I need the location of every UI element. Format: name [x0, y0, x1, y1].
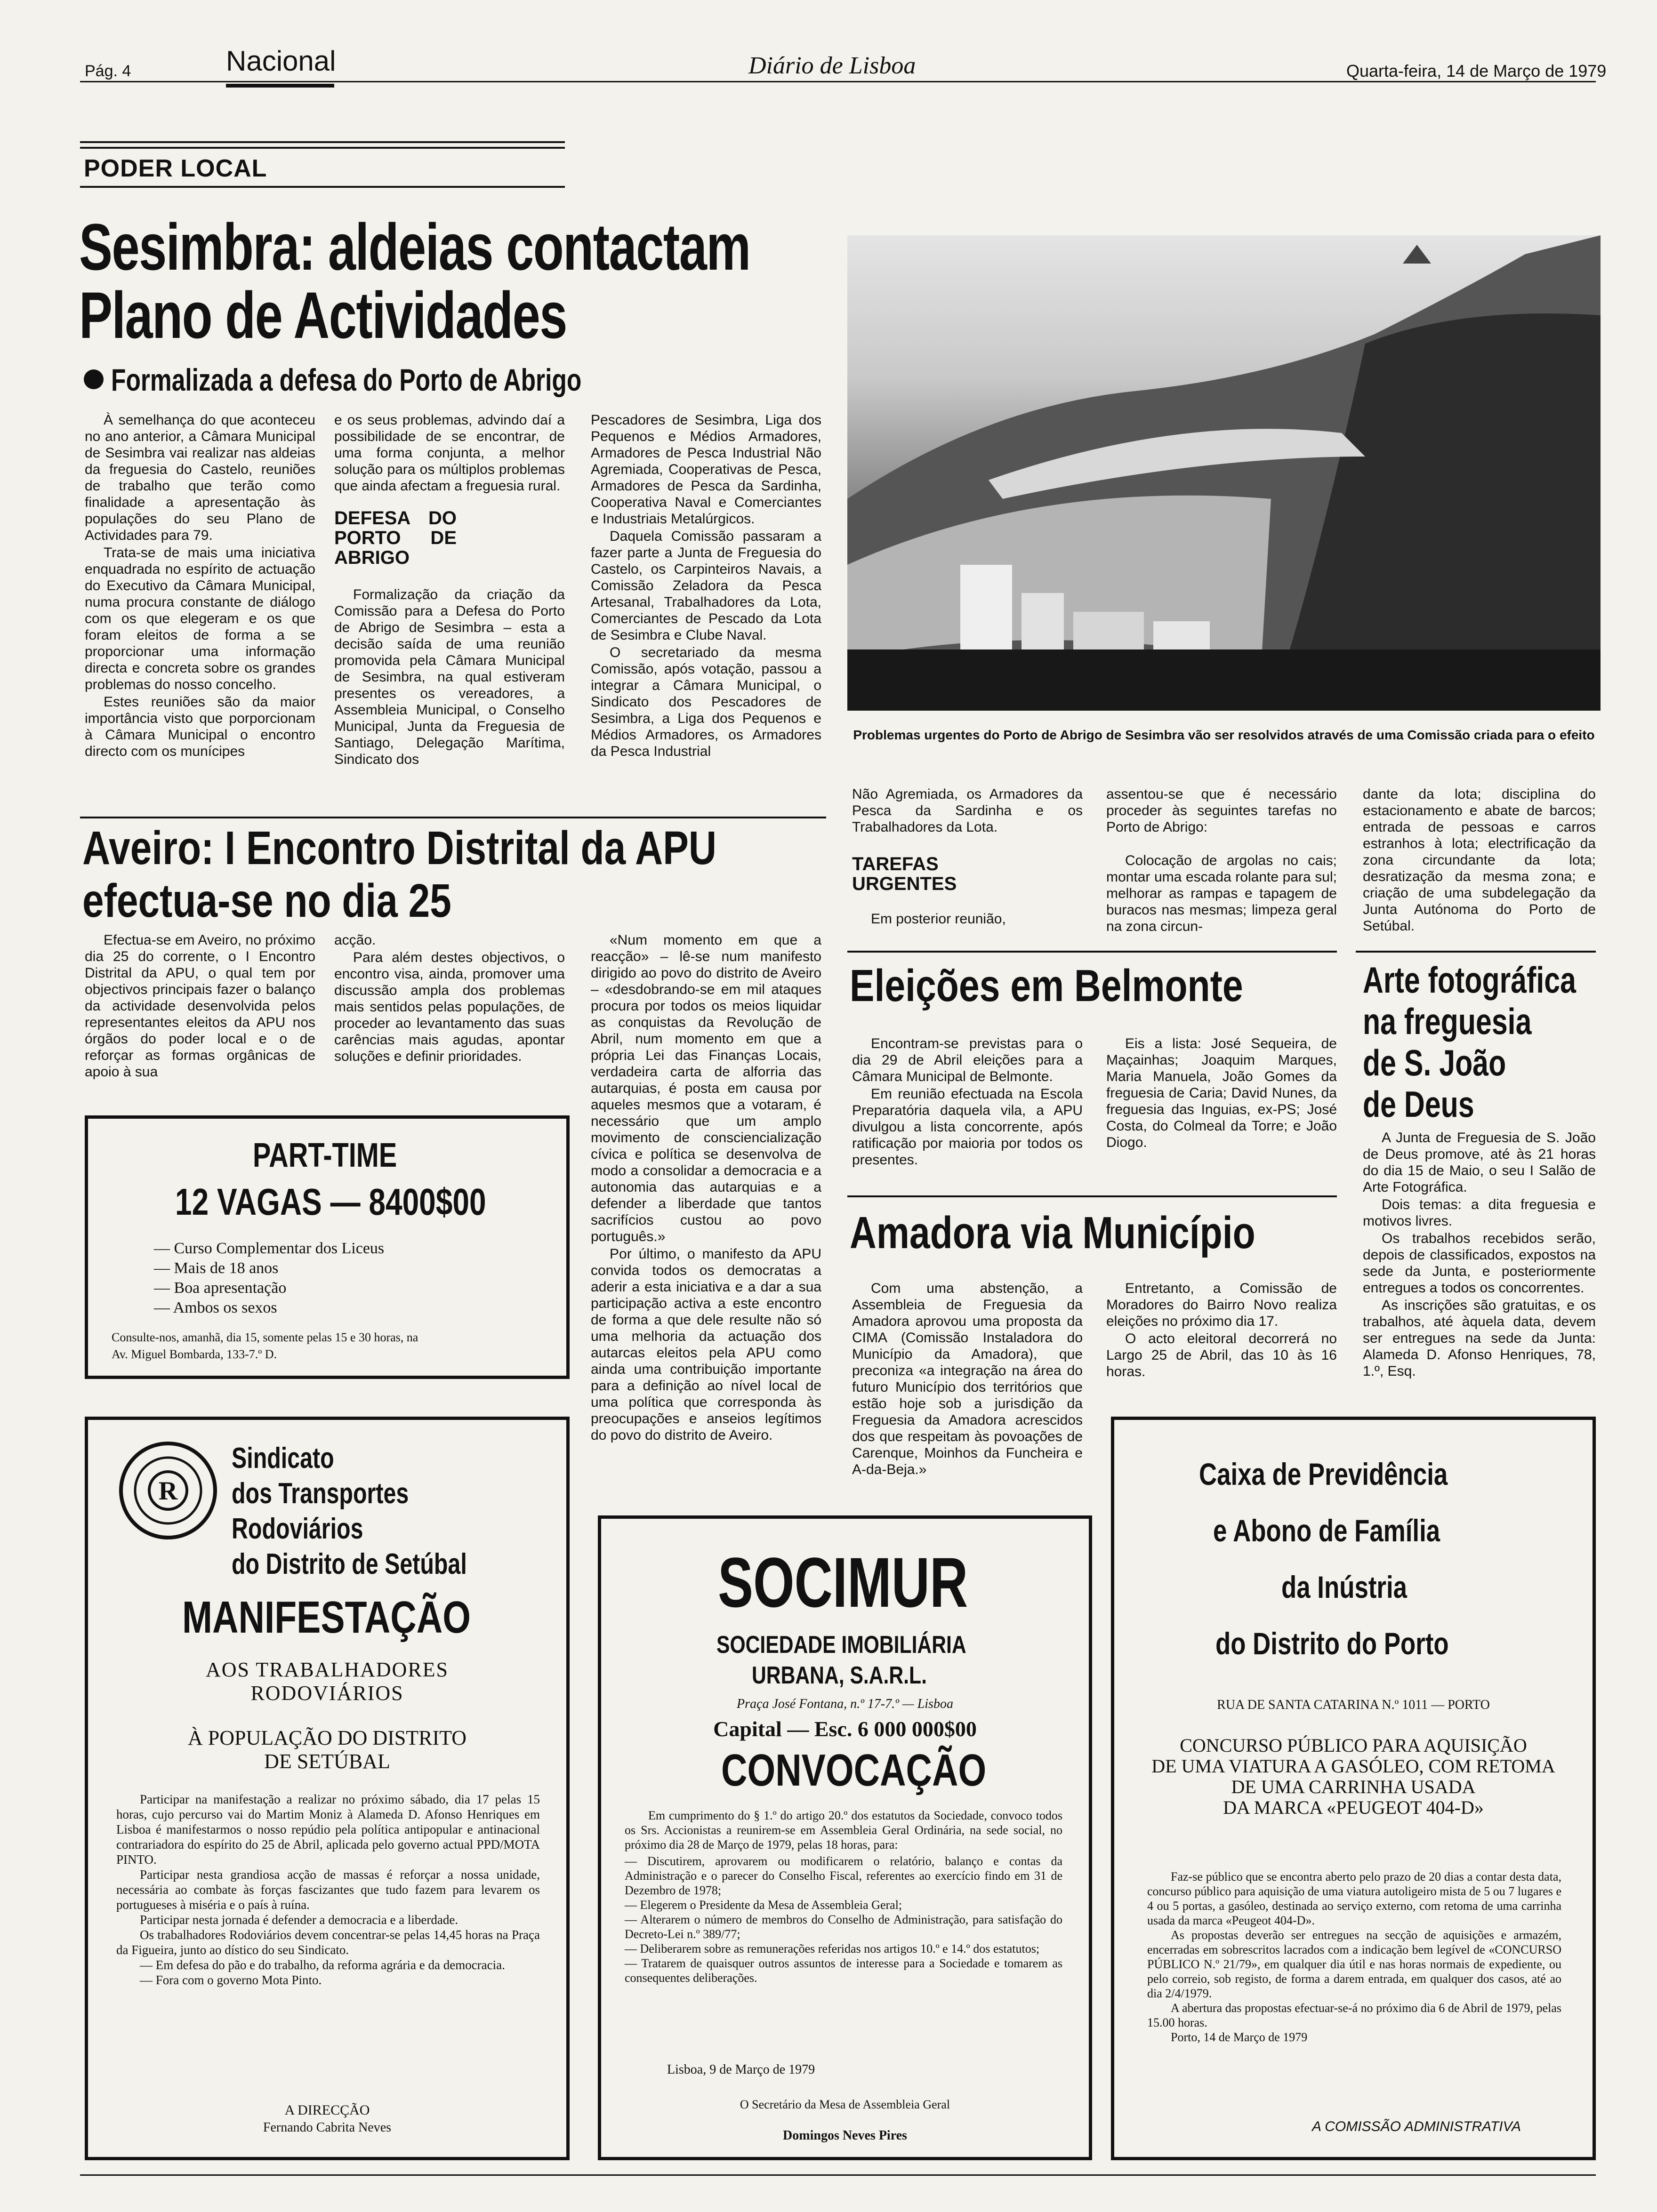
sindicato-sub-1: AOS TRABALHADORES: [205, 1658, 449, 1681]
header-date: Quarta-feira, 14 de Março de 1979: [1346, 61, 1607, 80]
lead-paragraph: Colocação de argolas no cais; montar uma escada rolante para sul; melhorar as rampas e tapagem de buracos nas mesmas; limpeza geral na zona circun-: [1106, 853, 1337, 934]
amadora-col-2: [1106, 1280, 1337, 1381]
socimur-agenda: [625, 1854, 1062, 1985]
socimur-agenda-item: — Tratarem de quaisquer outros assuntos de interesse para a Sociedade e tomarem as consequentes deliberações.: [625, 1956, 1062, 1985]
photo-caption: Problemas urgentes do Porto de Abrigo de Sesimbra vão ser resolvidos através de uma Comissão criada para o efeito: [853, 728, 1595, 742]
sindicato-logo-letter: R: [158, 1476, 178, 1506]
aveiro-col-2: [334, 932, 565, 1066]
harbor-photo: [847, 235, 1601, 711]
lead-subhead: Formalizada a defesa do Porto de Abrigo: [111, 362, 582, 397]
header-rule: [80, 81, 1596, 82]
aveiro-headline-2: efectua-se no dia 25: [82, 874, 451, 927]
parttime-vagas: 12 VAGAS — 8400$00: [175, 1181, 486, 1223]
caixa-title-3: DE UMA CARRINHA USADA: [1231, 1776, 1476, 1797]
footer-rule: [80, 2174, 1596, 2176]
lead-col-2: [334, 412, 565, 769]
sindicato-sub-2: RODOVIÁRIOS: [250, 1682, 404, 1705]
socimur-title: CONVOCAÇÃO: [721, 1745, 987, 1795]
belmonte-paragraph: Encontram-se previstas para o dia 29 de Abril eleições para a Câmara Municipal de Belmonte.: [852, 1036, 1083, 1084]
arte-paragraph: Dois temas: a dita freguesia e motivos livres.: [1363, 1197, 1596, 1229]
aveiro-col-1: [85, 932, 315, 1081]
socimur-sign-2: Domingos Neves Pires: [783, 2128, 907, 2143]
page-number: Pág. 4: [85, 62, 131, 80]
socimur-address: Praça José Fontana, n.º 17-7.º — Lisboa: [737, 1697, 953, 1711]
belmonte-col-2: [1106, 1035, 1337, 1152]
parttime-title: PART-TIME: [253, 1137, 397, 1174]
socimur-ad: [598, 1515, 1092, 2160]
amadora-paragraph: O acto eleitoral decorrerá no Largo 25 de Abril, das 10 às 16 horas.: [1106, 1331, 1337, 1379]
kicker: PODER LOCAL: [84, 155, 267, 182]
lead-paragraph: e os seus problemas, advindo daí a possibilidade de se encontrar, de uma forma conjunta, a melhor solução para os múltiplos problemas que ainda afectam a freguesia rural.: [334, 412, 565, 494]
amadora-rule: [847, 1195, 1337, 1197]
tarefas-subheading: TAREFAS URGENTES: [852, 854, 957, 894]
amadora-col-1: [852, 1280, 1083, 1479]
lead-paragraph: Pescadores de Sesimbra, Liga dos Pequenos e Médios Armadores, Armadores de Pesca Industrial Não Agremiada, Cooperativas de Pesca, Armadores de Pesca da Sardinha, Cooperativa Naval e Comerciantes e Industriais Metalúrgicos.: [591, 412, 821, 527]
caixa-title-4: DA MARCA «PEUGEOT 404-D»: [1223, 1797, 1484, 1818]
caixa-sign: A COMISSÃO ADMINISTRATIVA: [1312, 2119, 1521, 2134]
aveiro-paragraph: «Num momento em que a reacção» – lê-se num manifesto dirigido ao povo do distrito de Aveiro – «desdobrando-se em mil ataques procura por todos os meios liquidar as conquistas da Revolução de Abril, num momento em que a própria Lei das Finanças Locais, verdadeira carta de alforria das autarquias, é posta em causa por aqueles mesmos que a votaram, é necessário que um amplo movimento de consciencialização cívica e política se desenvolva de modo a consolidar a democracia e a autonomia das autarquias e a defender a liberdade que tantos sacrifícios custou ao povo português.»: [591, 932, 821, 1244]
lead-cont-col-2: [1106, 786, 1337, 936]
caixa-ad: [1111, 1417, 1596, 2160]
lead-paragraph: assentou-se que é necessário proceder às seguintes tarefas no Porto de Abrigo:: [1106, 786, 1337, 835]
lead-cont-col-1: [852, 786, 1083, 928]
kicker-rule-bottom: [80, 186, 565, 188]
parttime-item: — Boa apresentação: [154, 1278, 384, 1298]
lead-paragraph: Trata-se de mais uma iniciativa enquadrada no espírito de actuação do Executivo da Câmara Municipal, numa procura constante de diálogo com os que elegeram e os que foram eleitos de forma a se proporcionar uma informação directa e concreta sobre os grandes problemas do nosso concelho.: [85, 545, 315, 692]
lead-headline-1: Sesimbra: aldeias contactam: [79, 210, 750, 284]
sindicato-ad: [85, 1417, 570, 2160]
lead-paragraph: À semelhança do que aconteceu no ano anterior, a Câmara Municipal de Sesimbra vai realizar nas aldeias da freguesia do Castelo, reuniões de trabalho que terão como finalidade a apresentação às populações do seu Plano de Actividades para 79.: [85, 412, 315, 543]
bullet-dot-icon: [84, 369, 104, 389]
socimur-sub-1: SOCIEDADE IMOBILIÁRIA: [716, 1631, 966, 1659]
caixa-name-4: do Distrito do Porto: [1215, 1626, 1449, 1661]
parttime-footer-2: Av. Miguel Bombarda, 133-7.º D.: [112, 1347, 277, 1361]
sindicato-sign-2: Fernando Cabrita Neves: [263, 2120, 392, 2135]
section-underline: [226, 84, 334, 88]
caixa-paragraph: Faz-se público que se encontra aberto pelo prazo de 20 dias a contar desta data, concurso público para aquisição de uma viatura autoligeiro mista de 5 ou 7 lugares e 4 ou 5 portas, a gasóleo, destinada ao serviço externo, com retoma de uma carrinha usada da marca «Peugeot 404-D».: [1147, 1870, 1561, 1927]
sindicato-name-1: Sindicato: [232, 1442, 334, 1475]
arte-paragraph: A Junta de Freguesia de S. João de Deus promove, até às 21 horas do dia 15 de Maio, o seu I Salão de Arte Fotográfica.: [1363, 1130, 1596, 1195]
caixa-address: RUA DE SANTA CATARINA N.º 1011 — PORTO: [1217, 1698, 1490, 1712]
socimur-intro: Em cumprimento do § 1.º do artigo 20.º dos estatutos da Sociedade, convoco todos os Srs. Accionistas a reunirem-se em Assembleia Geral Ordinária, na sede social, no próximo dia 28 de Março de 1979, pelas 18 horas, para:: [625, 1809, 1062, 1851]
aveiro-paragraph: acção.: [334, 932, 376, 948]
defesa-subheading: DEFESA DO PORTO DE ABRIGO: [334, 508, 457, 568]
amadora-headline: Amadora via Município: [850, 1208, 1255, 1258]
sindicato-sign-1: A DIRECÇÃO: [284, 2102, 370, 2118]
belmonte-col-1: [852, 1035, 1083, 1169]
caixa-paragraph: Porto, 14 de Março de 1979: [1171, 2030, 1308, 2044]
caixa-title-2: DE UMA VIATURA A GASÓLEO, COM RETOMA: [1151, 1755, 1555, 1777]
arte-headline-4: de Deus: [1363, 1083, 1474, 1125]
amadora-paragraph: Com uma abstenção, a Assembleia de Freguesia da Amadora aprovou uma proposta da CIMA (Comissão Instaladora do Município da Amadora), que preconiza «a integração na área do futuro Município dos territórios que estão hoje sob a jurisdição da Freguesia da Amadora acrescidos dos que respeitam às povoações de Carenque, Moinhos da Funcheira e A-da-Beja.»: [852, 1281, 1083, 1477]
sindicato-sub-4: DE SETÚBAL: [264, 1750, 390, 1773]
socimur-agenda-item: — Elegerem o Presidente da Mesa de Assembleia Geral;: [625, 1898, 1062, 1912]
caixa-paragraph: A abertura das propostas efectuar-se-á no próximo dia 6 de Abril de 1979, pelas 15.00 horas.: [1147, 2001, 1561, 2029]
arte-headline-2: na freguesia: [1363, 1001, 1532, 1042]
aveiro-rule: [80, 817, 826, 818]
lead-paragraph: Não Agremiada, os Armadores da Pesca da Sardinha e os Trabalhadores da Lota.: [852, 786, 1083, 835]
arte-paragraph: Os trabalhos recebidos serão, depois de classificados, expostos na sede da Junta, e posteriormente entregues a todos os concorrentes.: [1363, 1231, 1596, 1296]
amadora-paragraph: Entretanto, a Comissão de Moradores do Bairro Novo realiza eleições no próximo dia 17.: [1106, 1281, 1337, 1329]
socimur-date: Lisboa, 9 de Março de 1979: [667, 2062, 815, 2077]
lead-paragraph: Formalização da criação da Comissão para a Defesa do Porto de Abrigo de Sesimbra – esta a decisão saída de uma reunião promovida pela Câmara Municipal de Sesimbra, na qual estiveram presentes os vereadores, a Assembleia Municipal, o Conselho Municipal, Junta da Freguesia de Santiago, Delegação Marítima, Sindicato dos: [334, 587, 565, 767]
arte-paragraph: As inscrições são gratuitas, e os trabalhos, até àquela data, devem ser entregues na sede da Junta: Alameda D. Afonso Henriques, 78, 1.º, Esq.: [1363, 1298, 1596, 1379]
section-name: Nacional: [226, 45, 336, 77]
aveiro-headline-1: Aveiro: I Encontro Distrital da APU: [82, 822, 717, 874]
socimur-body: [625, 1808, 1062, 1985]
caixa-title-1: CONCURSO PÚBLICO PARA AQUISIÇÃO: [1180, 1735, 1527, 1756]
sindicato-paragraph: Participar na manifestação a realizar no próximo sábado, dia 17 pelas 15 horas, cujo percurso vai do Martim Moniz à Alameda D. Afonso Henriques em Lisboa é manifestarmos o nosso repúdio pela política antipopular e antinacional contrariadora do espírito do 25 de Abril, aplicada pelo governo actual PPD/MOTA PINTO.: [116, 1792, 540, 1867]
parttime-item: — Ambos os sexos: [154, 1298, 384, 1318]
belmonte-paragraph: Eis a lista: José Sequeira, de Maçainhas; Joaquim Marques, Maria Manuela, João Gomes da freguesia de Caria; David Nunes, da freguesia das Inguias, ex-PS; José Costa, do Colmeal da Torre; e João Diogo.: [1106, 1036, 1337, 1150]
masthead: Diário de Lisboa: [748, 52, 916, 79]
socimur-name: SOCIMUR: [718, 1543, 968, 1622]
aveiro-paragraph: Para além destes objectivos, o encontro visa, ainda, promover uma discussão ampla dos problemas mais sentidos pelas populações, de proceder ao levantamento das suas carências mais agudas, apontar soluções e definir prioridades.: [334, 950, 565, 1064]
arte-rule: [1356, 951, 1596, 953]
kicker-rule-top: [80, 141, 565, 143]
lead-paragraph: O secretariado da mesma Comissão, após votação, passou a integrar a Câmara Municipal, o Sindicato dos Pescadores de Sesimbra, a Liga dos Pequenos e Médios Armadores, os Armadores da Pesca Industrial: [591, 645, 821, 759]
socimur-agenda-item: — Alterarem o número de membros do Conselho de Administração, para satisfação do Decreto-Lei n.º 389/77;: [625, 1912, 1062, 1941]
aveiro-col-3: [591, 932, 821, 1444]
lead-paragraph: dante da lota; disciplina do estacionamento e abate de barcos; entrada de pessoas e carros estranhos à lota; electrificação da zona circundante da lota; desratização da mesma zona; e criação de uma subdelegação da Junta Autónoma do Porto de Setúbal.: [1363, 786, 1596, 934]
caixa-paragraph: As propostas deverão ser entregues na secção de aquisições e armazém, encerradas em sobrescritos lacrados com a indicação bem legível de «CONCURSO PÚBLICO N.º 21/79», em qualquer dia útil e nas horas normais de expediente, ou pelo correio, sob registo, de forma a darem entrada, em qualquer dos casos, até ao dia 2/4/1979.: [1147, 1928, 1561, 2000]
lead-headline-2: Plano de Actividades: [79, 278, 567, 352]
sindicato-logo-icon: [116, 1436, 220, 1545]
caixa-name-2: e Abono de Família: [1213, 1513, 1440, 1548]
parttime-ad: [85, 1115, 570, 1379]
lead-col-3: [591, 412, 821, 761]
caixa-body: [1147, 1869, 1561, 2044]
parttime-footer-1: Consulte-nos, amanhã, dia 15, somente pelas 15 e 30 horas, na: [112, 1330, 418, 1344]
kicker-rule-top2: [80, 147, 565, 149]
belmonte-paragraph: Em reunião efectuada na Escola Preparatória daquela vila, a APU divulgou a lista concorrente, após ratificação por maioria por todos os presentes.: [852, 1086, 1083, 1168]
sindicato-sub-3: À POPULAÇÃO DO DISTRITO: [187, 1726, 467, 1749]
lead-paragraph: Estes reuniões são da maior importância visto que porporcionam à Câmara Municipal o encontro directo com os munícipes: [85, 694, 315, 759]
socimur-capital: Capital — Esc. 6 000 000$00: [713, 1717, 977, 1741]
lead-col-1: [85, 412, 315, 761]
sindicato-name-2: dos Transportes: [232, 1477, 409, 1510]
parttime-item: — Mais de 18 anos: [154, 1258, 384, 1278]
socimur-agenda-item: — Discutirem, aprovarem ou modificarem o relatório, balanço e contas da Administração e o parecer do Conselho Fiscal, referentes ao exercício findo em 31 de Dezembro de 1978;: [625, 1854, 1062, 1898]
sindicato-paragraph: Participar nesta grandiosa acção de massas é reforçar a nossa unidade, necessária ao combate às forças fascizantes que tudo fazem para levarem os portugueses à miséria e o país à ruína.: [116, 1867, 540, 1912]
sindicato-name-3: Rodoviários: [232, 1513, 363, 1545]
belmonte-rule: [847, 951, 1337, 953]
sindicato-title: MANIFESTAÇÃO: [182, 1592, 471, 1643]
parttime-list: [154, 1239, 384, 1318]
sindicato-paragraph: — Fora com o governo Mota Pinto.: [140, 1973, 322, 1987]
belmonte-headline: Eleições em Belmonte: [850, 961, 1243, 1011]
parttime-item: — Curso Complementar dos Liceus: [154, 1239, 384, 1258]
lead-paragraph: Em posterior reunião,: [871, 911, 1006, 927]
caixa-name-3: da Inústria: [1281, 1570, 1407, 1604]
sindicato-name-4: do Distrito de Setúbal: [232, 1548, 467, 1580]
socimur-sign-1: O Secretário da Mesa de Assembleia Geral: [740, 2098, 950, 2111]
arte-headline-3: de S. João: [1363, 1042, 1506, 1083]
caixa-name-1: Caixa de Previdência: [1199, 1457, 1448, 1491]
lead-paragraph: Daquela Comissão passaram a fazer parte a Junta de Freguesia do Castelo, os Carpinteiros Navais, a Comissão Zeladora da Pesca Artesanal, Trabalhadores da Lota, Comerciantes de Pescado da Lota de Sesimbra e Clube Naval.: [591, 529, 821, 643]
aveiro-paragraph: Efectua-se em Aveiro, no próximo dia 25 do corrente, o I Encontro Distrital da APU, o qual tem por objectivos principais fazer o balanço da actividade desenvolvida pelos representantes eleitos da APU nos órgãos do poder local e o de reforçar as formas orgânicas de apoio à sua: [85, 932, 315, 1080]
sindicato-paragraph: Participar nesta jornada é defender a democracia e a liberdade.: [140, 1913, 458, 1927]
arte-body: [1363, 1130, 1596, 1380]
sindicato-paragraph: — Em defesa do pão e do trabalho, da reforma agrária e da democracia.: [140, 1958, 505, 1972]
socimur-sub-2: URBANA, S.A.R.L.: [752, 1662, 927, 1689]
sindicato-body: [116, 1792, 540, 1988]
arte-headline-1: Arte fotográfica: [1363, 959, 1576, 1001]
socimur-agenda-item: — Deliberarem sobre as remunerações referidas nos artigos 10.º e 14.º dos estatutos;: [625, 1941, 1062, 1956]
aveiro-paragraph: Por último, o manifesto da APU convida todos os democratas a aderir a esta iniciativa e a dar a sua participação activa a este encontro de forma a que dele resulte não só uma melhoria da actuação dos autarcas eleitos pela APU como ainda uma contribuição importante para a definição ao nível local de uma política que corresponda às preocupações e anseios legítimos do povo do distrito de Aveiro.: [591, 1246, 821, 1443]
lead-cont-col-3: [1363, 786, 1596, 935]
sindicato-paragraph: Os trabalhadores Rodoviários devem concentrar-se pelas 14,45 horas na Praça da Figueira, junto ao dístico do seu Sindicato.: [116, 1928, 540, 1957]
